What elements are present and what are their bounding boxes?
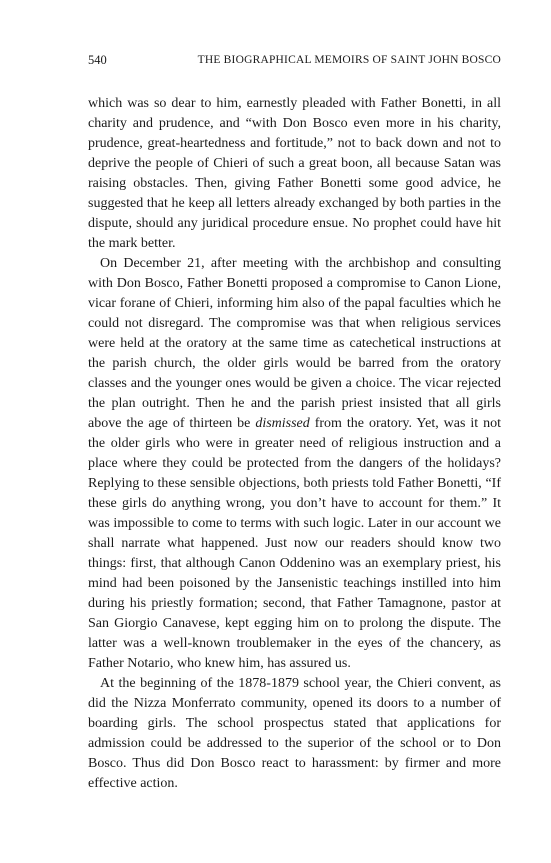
book-title: THE BIOGRAPHICAL MEMOIRS OF SAINT JOHN BOSCO: [197, 54, 501, 66]
paragraph-school-year: At the beginning of the 1878-1879 school year, the Chieri convent, as did the Nizza Monferrato community, opened its doors to a number of boarding girls. The school prospectus stated that applications for admission could be addressed to the superior of the school or to Don Bosco. Thus did Don Bosco react to harassment: by firmer and more effective action.: [88, 676, 501, 791]
paragraph-text-after: from the oratory. Yet, was it not the older girls who were in greater need of religious instruction and a place where they could be protected from the dangers of the holidays? Replying to these sensible objections, both priests told Father Bonetti, “If these girls do anything wrong, you don’t have to account for them.” It was impossible to come to terms with such logic. Later in our account we shall narrate what happened. Just now our readers should know two things: first, that although Canon Oddenino was an exemplary priest, his mind had been poisoned by the Jansenistic teachings instilled into him during his priestly formation; second, that Father Tamagnone, pastor at San Giorgio Canavese, kept egging him on to prolong the dispute. The latter was a well-known troublemaker in the eyes of the chancery, as Father Notario, who knew him, has assured us.: [88, 416, 501, 671]
page-number: 540: [88, 53, 107, 67]
paragraph-text-before: On December 21, after meeting with the archbishop and consulting with Don Bosco, Father Bonetti proposed a compromise to Canon Lione, vicar forane of Chieri, informing him also of the papal faculties which he could not disregard. The compromise was that when religious services were held at the oratory at the same time as catechetical instructions at the parish church, the older girls would be barred from the oratory classes and the younger ones would be given a choice. The vicar rejected the plan outright. Then he and the parish priest insisted that all girls above the age of thirteen be: [88, 256, 501, 431]
paragraph-continued: which was so dear to him, earnestly pleaded with Father Bonetti, in all charity and prudence, and “with Don Bosco even more in his charity, prudence, great-heartedness and fortitude,” not to back down and not to deprive the people of Chieri of such a great boon, all because Satan was raising obstacles. Then, giving Father Bonetti some good advice, he suggested that he keep all letters already exchanged by both parties in the dispute, should any juridical procedure ensue. No prophet could have hit the mark better.: [88, 96, 501, 251]
running-head: [88, 50, 501, 70]
body-text: [88, 94, 501, 794]
paragraph-compromise: [88, 254, 501, 674]
emphasized-word: dismissed: [255, 416, 310, 431]
